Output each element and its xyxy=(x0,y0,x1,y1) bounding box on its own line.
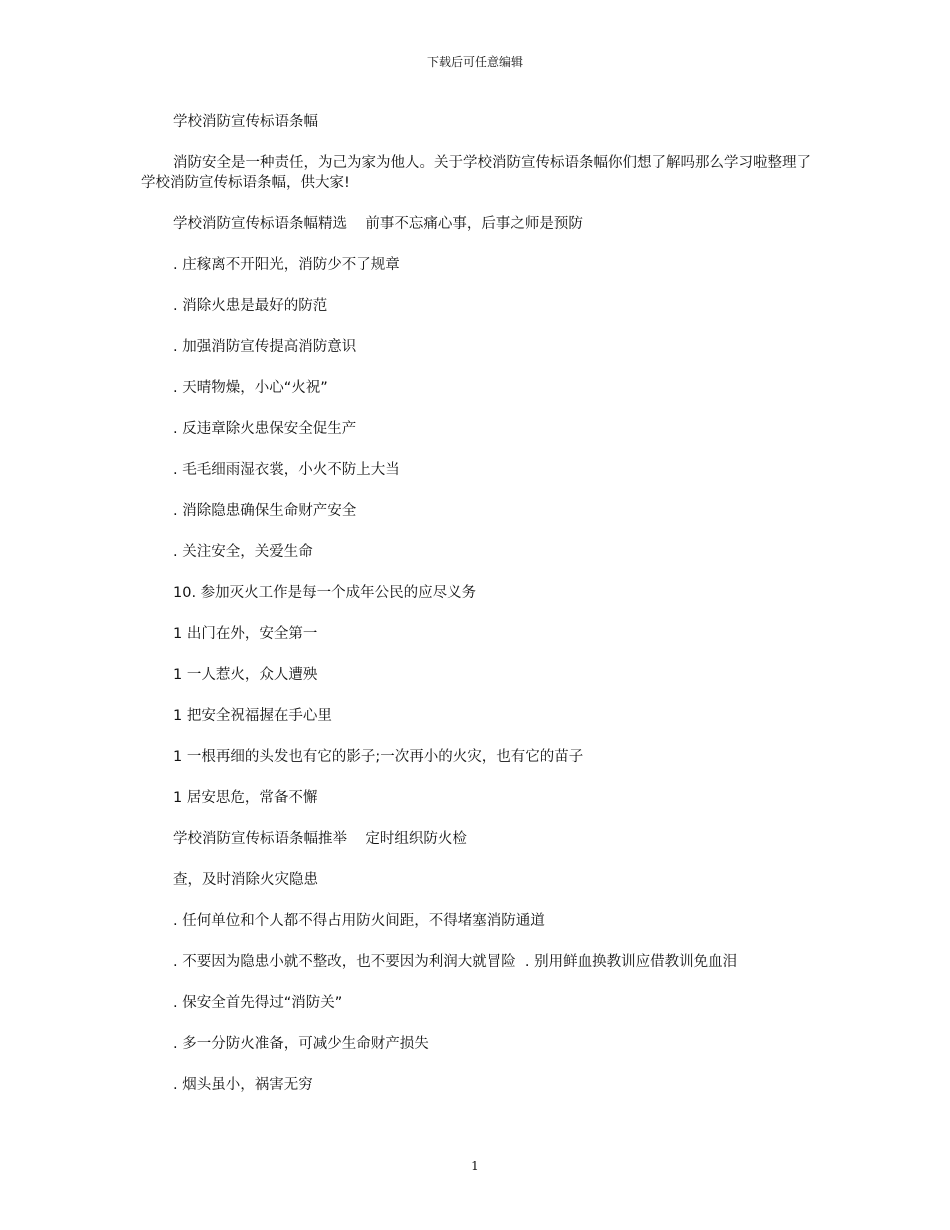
slogan-item: . 不要因为隐患小就不整改，也不要因为利润大就冒险 . 别用鲜血换教训应借教训免血泪 xyxy=(173,954,738,970)
slogan-item: . 任何单位和个人都不得占用防火间距，不得堵塞消防通道 xyxy=(173,913,545,929)
slogan-item: . 保安全首先得过“消防关” xyxy=(173,995,343,1011)
document-title: 学校消防宣传标语条幅 xyxy=(173,114,318,130)
slogan-item: . 关注安全，关爱生命 xyxy=(173,544,313,560)
slogan-item: . 庄稼离不开阳光，消防少不了规章 xyxy=(173,257,400,273)
slogan-continuation: 查，及时消除火灾隐患 xyxy=(173,872,318,888)
slogan-item: 1 出门在外，安全第一 xyxy=(173,626,318,642)
slogan-item: 1 一根再细的头发也有它的影子;一次再小的火灾，也有它的苗子 xyxy=(173,749,584,765)
slogan-item: . 天晴物燥，小心“火祝” xyxy=(173,380,328,396)
page-number: 1 xyxy=(471,1159,479,1173)
slogan-item: . 消除火患是最好的防范 xyxy=(173,298,328,314)
document-body xyxy=(141,112,821,1116)
slogan-item: . 消除隐患确保生命财产安全 xyxy=(173,503,357,519)
slogan-item: . 多一分防火准备，可减少生命财产损失 xyxy=(173,1036,429,1052)
section-heading-featured: 学校消防宣传标语条幅精选 前事不忘痛心事，后事之师是预防 xyxy=(173,216,583,232)
page-header: 下载后可任意编辑 xyxy=(426,55,523,69)
slogan-item: 10. 参加灭火工作是每一个成年公民的应尽义务 xyxy=(173,585,477,601)
slogan-item: . 反违章除火患保安全促生产 xyxy=(173,421,357,437)
intro-paragraph: 消防安全是一种责任，为己为家为他人。关于学校消防宣传标语条幅你们想了解吗那么学习啦整理了学校消防宣传标语条幅，供大家! xyxy=(141,155,811,191)
slogan-item: 1 居安思危，常备不懈 xyxy=(173,790,318,806)
slogan-item: 1 把安全祝福握在手心里 xyxy=(173,708,332,724)
section-heading-recommended: 学校消防宣传标语条幅推举 定时组织防火检 xyxy=(173,831,467,847)
slogan-item: . 加强消防宣传提高消防意识 xyxy=(173,339,357,355)
slogan-item: 1 一人惹火，众人遭殃 xyxy=(173,667,318,683)
slogan-item: . 毛毛细雨湿衣裳，小火不防上大当 xyxy=(173,462,400,478)
slogan-item: . 烟头虽小，祸害无穷 xyxy=(173,1077,313,1093)
